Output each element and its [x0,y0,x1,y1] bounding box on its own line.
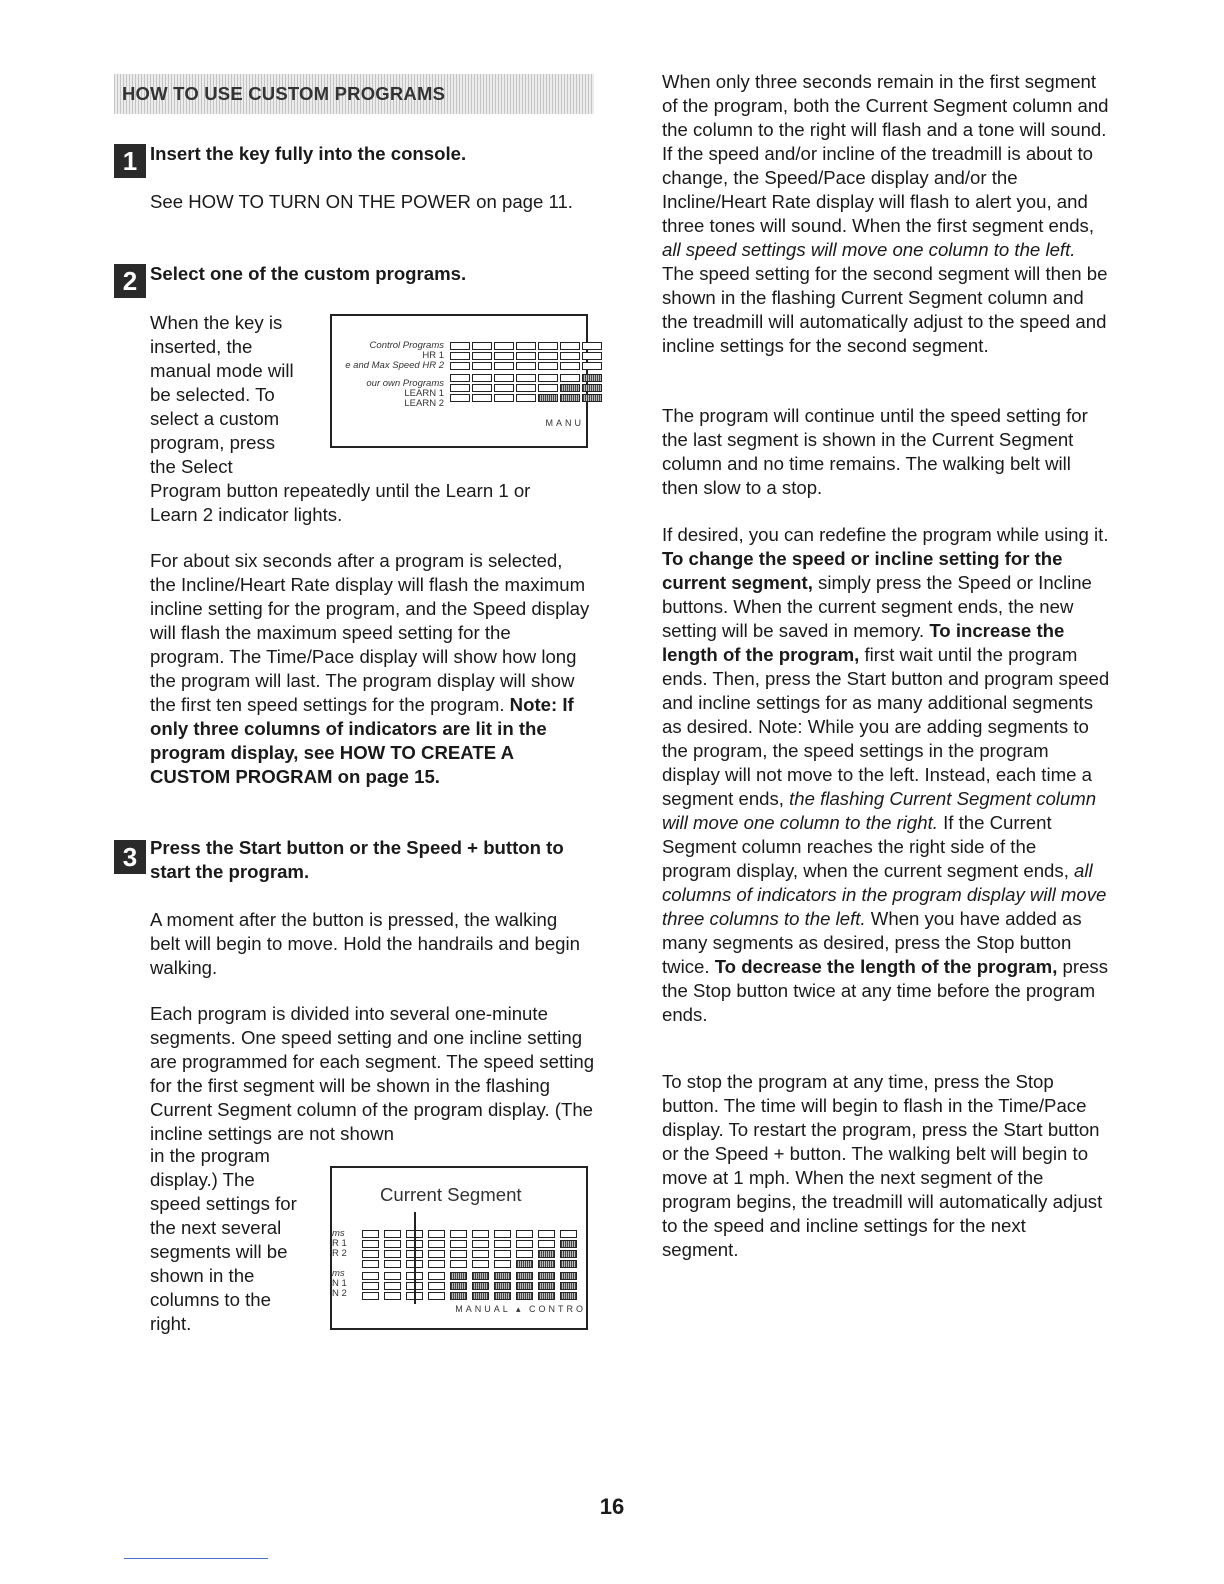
diagram-1-indicator [494,342,514,350]
diagram-1-indicator [472,362,492,370]
diagram-1-indicator [450,394,470,402]
diagram-2-indicator [362,1260,379,1268]
step-3-wrap-line: right. [150,1313,192,1334]
diagram-2-indicator [538,1240,555,1248]
bottom-rule [124,1558,268,1559]
diagram-2-indicator [428,1230,445,1238]
step-2-paragraph-2 [150,549,590,789]
diagram-2-label: ms [332,1268,345,1279]
diagram-1-indicator [472,384,492,392]
diagram-2-indicator [494,1240,511,1248]
diagram-2-indicator [560,1282,577,1290]
program-display-diagram [330,314,588,448]
section-header [114,74,594,114]
diagram-2-indicator [516,1230,533,1238]
right-paragraph-4: To stop the program at any time, press the Stop button. The time will begin to flash in the Time/Pace display. To restart the program, press the Start button or the Speed + button. The walking belt will begin to move at 1 mph. When the next segment of the program begins, the treadmill will automatically adjust to the speed and incline settings for the next segment. [662,1071,1103,1260]
diagram-2-indicator [560,1230,577,1238]
diagram-1-indicator [516,384,536,392]
diagram-2-indicator [560,1240,577,1248]
diagram-2-indicator [516,1292,533,1300]
step-3-wrap-line: in the program [150,1145,270,1166]
diagram-1-indicator [472,374,492,382]
diagram-2-indicator [384,1260,401,1268]
diagram-1-indicator [494,394,514,402]
step-3-paragraph-2: Each program is divided into several one-minute segments. One speed setting and one incline setting are programmed for each segment. The speed setting for the first segment will be shown in the flashing Current Segment column of the program display. (The incline settings are not shown [150,1003,595,1144]
step-3-wrap-line: speed settings for [150,1193,297,1214]
diagram-2-indicator [472,1292,489,1300]
diagram-2-indicator [450,1260,467,1268]
diagram-1-label: HR 1 [422,350,444,361]
diagram-2-indicator [538,1230,555,1238]
diagram-2-indicator [538,1282,555,1290]
right-paragraph-1: When only three seconds remain in the first segment of the program, both the Current Segment column and the column to the right will flash and a tone will sound. If the speed and/or incline of the treadmill is about to change, the Speed/Pace display and/or the Incline/Heart Rate display will flash to alert you, and three tones will sound. When the first segment ends, all speed settings will move one column to the left. The speed setting for the second segment will then be shown in the flashing Current Segment column and the treadmill will automatically adjust to the speed and incline settings for the second segment. [662,71,1109,356]
current-segment-diagram [330,1166,588,1330]
diagram-2-indicator [362,1240,379,1248]
diagram-2-label: R 2 [332,1248,347,1259]
diagram-1-indicator [582,384,602,392]
diagram-1-label: Control Programs [369,340,444,351]
diagram-1-label: e and Max Speed HR 2 [345,360,444,371]
section-title: HOW TO USE CUSTOM PROGRAMS [122,83,446,104]
diagram-2-indicator [538,1272,555,1280]
step-3-wrap-line: columns to the [150,1289,271,1310]
step-2-wrap-line: the Select [150,456,233,477]
diagram-1-footer: MANU [545,418,584,428]
diagram-2-indicator [538,1250,555,1258]
diagram-1-indicator [494,374,514,382]
diagram-2-indicator [560,1272,577,1280]
diagram-2-indicator [362,1272,379,1280]
right-paragraph-3: If desired, you can redefine the program while using it. To change the speed or incline setting for the current segment, simply press the Speed or Incline buttons. When the current segment ends, the new setting will be saved in memory. To increase the length of the program, first wait until the program ends. Then, press the Start button and program speed and incline settings for as many additional segments as desired. Note: While you are adding segments to the program, the speed settings in the program display will not move to the left. Instead, each time a segment ends, the flashing Current Segment column will move one column to the right. If the Current Segment column reaches the right side of the program display, when the current segment ends, all columns of indicators in the program display will move three columns to the left. When you have added as many segments as desired, press the Stop button twice. To decrease the length of the program, press the Stop button twice at any time before the program ends. [662,524,1110,1025]
diagram-2-indicator [450,1272,467,1280]
diagram-1-indicator [560,352,580,360]
diagram-2-indicator [384,1292,401,1300]
step-3-wrap-line: display.) The [150,1169,255,1190]
step-2-wrap-line: inserted, the [150,336,253,357]
diagram-2-indicator [428,1272,445,1280]
step-2-wrap-line: When the key is [150,312,283,333]
diagram-1-label: our own Programs [366,378,444,389]
diagram-2-indicator [494,1292,511,1300]
diagram-2-indicator [472,1230,489,1238]
diagram-1-indicator [494,352,514,360]
diagram-2-label: N 1 [332,1278,347,1289]
diagram-1-indicator [472,394,492,402]
diagram-1-indicator [560,342,580,350]
diagram-2-indicator [516,1250,533,1258]
diagram-2-label: ms [332,1228,345,1239]
diagram-2-indicator [428,1250,445,1258]
diagram-1-indicator [516,394,536,402]
diagram-1-indicator [582,362,602,370]
diagram-2-indicator [362,1250,379,1258]
diagram-2-indicator [494,1250,511,1258]
diagram-2-indicator [384,1250,401,1258]
diagram-1-indicator [560,374,580,382]
step-2-wrap-line: program, press [150,432,276,453]
step-3-badge: 3 [114,840,146,874]
step-1-title: Insert the key fully into the console. [150,143,467,164]
step-1-body: See HOW TO TURN ON THE POWER on page 11. [150,191,573,212]
diagram-1-indicator [560,384,580,392]
step-2-body-wrap [150,311,325,479]
step-2-badge: 2 [114,264,146,298]
diagram-2-label: N 2 [332,1288,347,1299]
diagram-1-indicator [516,374,536,382]
current-segment-label: Current Segment [380,1184,522,1205]
diagram-2-indicator [362,1230,379,1238]
diagram-2-indicator [450,1240,467,1248]
diagram-2-indicator [450,1230,467,1238]
step-2-para2-text: For about six seconds after a program is selected, the Incline/Heart Rate display will flash the maximum incline setting for the program, and the Speed display will flash the maximum speed setting for the program. The Time/Pace display will show how long the program will last. The program display will show the first ten speed settings for the program. [150,550,590,715]
diagram-1-indicator [494,384,514,392]
diagram-1-indicator [472,352,492,360]
diagram-1-indicator [516,352,536,360]
diagram-1-indicator [450,384,470,392]
diagram-2-indicator [450,1282,467,1290]
diagram-2-indicator [494,1272,511,1280]
diagram-2-indicator [560,1260,577,1268]
diagram-1-indicator [538,342,558,350]
diagram-1-indicator [560,362,580,370]
diagram-2-indicator [428,1292,445,1300]
diagram-2-indicator [472,1240,489,1248]
diagram-2-indicator [428,1260,445,1268]
step-2-wrap-line: be selected. To [150,384,275,405]
diagram-2-indicator [472,1260,489,1268]
step-2-wrap-line: select a custom [150,408,280,429]
step-2-rest-line: Learn 2 indicator lights. [150,504,343,525]
diagram-2-indicator [494,1260,511,1268]
current-segment-marker [414,1212,416,1304]
diagram-2-indicator [516,1282,533,1290]
step-2-wrap-line: manual mode will [150,360,294,381]
diagram-2-indicator [428,1282,445,1290]
diagram-2-indicator [494,1230,511,1238]
diagram-2-indicator [538,1292,555,1300]
diagram-2-label: R 1 [332,1238,347,1249]
diagram-1-indicator [582,374,602,382]
diagram-2-indicator [384,1240,401,1248]
diagram-1-label: LEARN 1 [404,388,444,399]
diagram-1-indicator [582,342,602,350]
diagram-2-indicator [560,1250,577,1258]
diagram-1-indicator [538,384,558,392]
step-3-title: Press the Start button or the Speed + button to start the program. [150,837,564,882]
diagram-1-indicator [538,394,558,402]
diagram-1-indicator [494,362,514,370]
step-2-body-rest [150,479,590,527]
step-2-note: Note: If only three columns of indicators are lit in the program display, see HOW TO CREATE A CUSTOM PROGRAM on page 15. [150,694,574,787]
diagram-1-indicator [450,342,470,350]
diagram-2-indicator [384,1272,401,1280]
diagram-1-indicator [538,374,558,382]
diagram-1-indicator [538,352,558,360]
step-1-badge: 1 [114,144,146,178]
diagram-1-indicator [472,342,492,350]
diagram-2-indicator [362,1292,379,1300]
step-3-wrap-line: shown in the [150,1265,255,1286]
diagram-1-indicator [560,394,580,402]
diagram-2-indicator [362,1282,379,1290]
step-3-paragraph-2-wrap [150,1144,330,1336]
diagram-1-indicator [516,342,536,350]
diagram-1-indicator [538,362,558,370]
diagram-2-footer: MANUAL ▴ CONTRO [455,1304,586,1314]
page-number: 16 [599,1494,625,1519]
diagram-2-indicator [428,1240,445,1248]
diagram-2-indicator [560,1292,577,1300]
diagram-2-indicator [472,1272,489,1280]
diagram-2-indicator [494,1282,511,1290]
diagram-2-indicator [516,1260,533,1268]
diagram-1-indicator [450,352,470,360]
diagram-2-indicator [450,1250,467,1258]
step-3-wrap-line: segments will be [150,1241,288,1262]
diagram-1-indicator [450,374,470,382]
step-3-paragraph-1: A moment after the button is pressed, the walking belt will begin to move. Hold the handrails and begin walking. [150,909,580,978]
diagram-2-indicator [450,1292,467,1300]
diagram-2-indicator [538,1260,555,1268]
diagram-2-indicator [472,1282,489,1290]
step-2-title: Select one of the custom programs. [150,263,467,284]
diagram-2-indicator [516,1272,533,1280]
diagram-2-indicator [472,1250,489,1258]
right-paragraph-2: The program will continue until the speed setting for the last segment is shown in the Current Segment column and no time remains. The walking belt will then slow to a stop. [662,405,1088,498]
diagram-2-indicator [384,1230,401,1238]
diagram-2-indicator [516,1240,533,1248]
diagram-1-indicator [582,394,602,402]
step-2-rest-line: Program button repeatedly until the Learn 1 or [150,480,531,501]
diagram-1-indicator [516,362,536,370]
step-3-wrap-line: the next several [150,1217,282,1238]
diagram-1-label: LEARN 2 [404,398,444,409]
diagram-1-indicator [450,362,470,370]
diagram-2-indicator [384,1282,401,1290]
diagram-1-indicator [582,352,602,360]
